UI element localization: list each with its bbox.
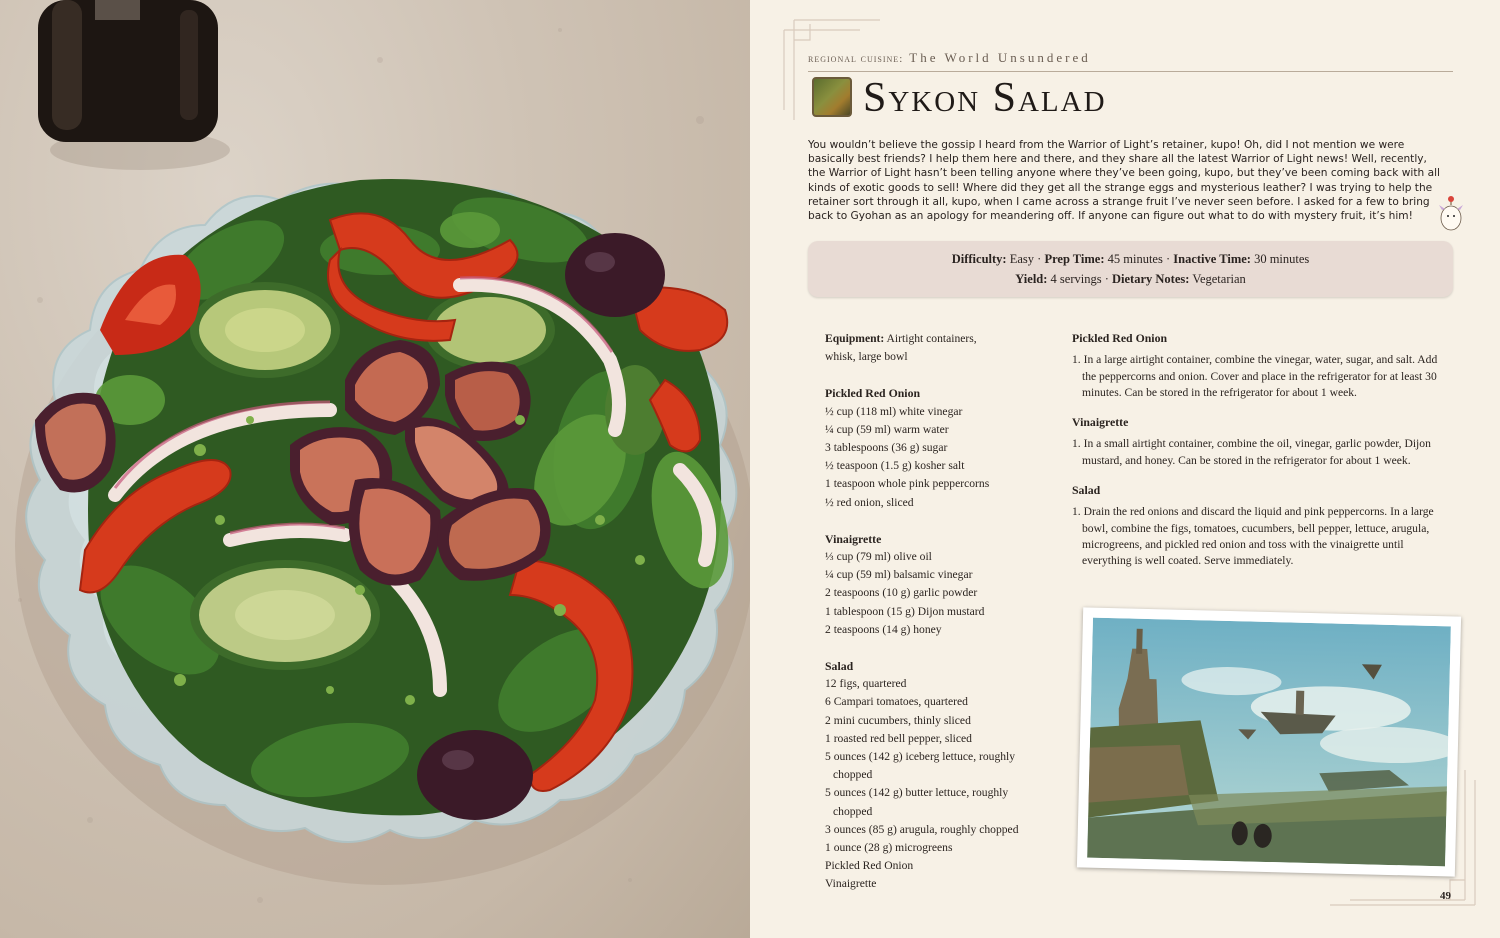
dish-icon <box>812 77 852 117</box>
page-number: 49 <box>1440 890 1451 902</box>
ingredient-item: 2 teaspoons (10 g) garlic powder <box>825 586 978 600</box>
info-yield <box>808 272 1453 287</box>
ingredient-item: Pickled Red Onion <box>825 859 914 873</box>
ingredients-pickled-list <box>825 403 1045 512</box>
ingredient-item: ½ cup (118 ml) white vinegar <box>825 404 963 418</box>
ingredient-item: 12 figs, quartered <box>825 677 907 691</box>
ingredients-salad-list <box>825 675 1045 893</box>
ingredient-item: 1 teaspoon whole pink peppercorns <box>825 477 990 491</box>
ingredient-item: 3 tablespoons (36 g) sugar <box>825 441 948 455</box>
separator: · <box>1037 252 1042 266</box>
ingredients-pickled-title: Pickled Red Onion <box>825 386 921 401</box>
steps-pickled-title: Pickled Red Onion <box>1072 331 1168 345</box>
region-divider <box>808 71 1453 72</box>
ingredient-item: ½ teaspoon (1.5 g) kosher salt <box>825 459 965 473</box>
intro-paragraph: You wouldn’t believe the gossip I heard from the Warrior of Light’s retainer, kupo! Oh, did I not mention we were basically best friends? I help them here and there, and they share all the latest Warrior of Light news! Well, recently, the Warrior of Light hasn’t been telling anyone where they’ve been going, kupo, but they’ve been coming back with all kinds of exotic goods to sell! Where did they get all the strange eggs and mysterious leather? I was trying to help the retainer sort through it all, kupo, when I came across a strange fruit I’ve never seen before. I asked for a few to bring back to Gyohan as an apology for meandering off. If anyone can figure out what to do with mystery fruit, it’s him! <box>808 139 1440 223</box>
ingredient-item: ¼ cup (59 ml) warm water <box>825 422 949 436</box>
moogle-icon <box>1438 196 1464 232</box>
recipe-page <box>750 0 1500 938</box>
ingredients-vinaigrette-list <box>825 548 1045 639</box>
steps-salad-text: 1. Drain the red onions and discard the liquid and pink peppercorns. In a large bowl, combine the figs, tomatoes, cucumbers, bell pepper, lettuce, arugula, microgreens, and pickled red onion and toss with the vinaigrette until everything is well coated. Serve immediately. <box>1072 505 1434 568</box>
dietary-label: Dietary Notes: <box>1112 272 1190 286</box>
ingredients-vinaigrette-title: Vinaigrette <box>825 531 882 546</box>
yield-label: Yield: <box>1015 272 1048 286</box>
recipe-info-box <box>808 241 1453 297</box>
ingredients-column <box>825 330 1045 894</box>
separator: · <box>1104 272 1109 286</box>
region-heading <box>808 50 1091 66</box>
steps-vinaigrette-text: 1. In a small airtight container, combine the oil, vinegar, garlic powder, Dijon mustard, and honey. Can be stored in the refrigerator for about 1 week. <box>1072 437 1431 467</box>
ingredient-item: 3 ounces (85 g) arugula, roughly chopped <box>825 822 1019 836</box>
ingredient-item: 1 roasted red bell pepper, sliced <box>825 731 972 745</box>
ingredient-item: ⅓ cup (79 ml) olive oil <box>825 550 932 564</box>
region-name: The World Unsundered <box>909 50 1091 65</box>
inactive-value: 30 minutes <box>1254 252 1310 266</box>
ingredient-item: 6 Campari tomatoes, quartered <box>825 695 968 709</box>
separator: · <box>1165 252 1171 266</box>
ingredient-item: ¼ cup (59 ml) balsamic vinegar <box>825 568 973 582</box>
ingredient-item: 5 ounces (142 g) iceberg lettuce, roughly chopped <box>825 750 1016 782</box>
equipment <box>825 330 1045 366</box>
ingredient-item: 2 mini cucumbers, thinly sliced <box>825 713 971 727</box>
recipe-title: Sykon Salad <box>863 75 1107 121</box>
info-times <box>808 252 1453 267</box>
ingredient-item: 2 teaspoons (14 g) honey <box>825 622 942 636</box>
yield-value: 4 servings <box>1050 272 1102 286</box>
prep-value: 45 minutes <box>1107 252 1163 266</box>
region-label: regional cuisine: <box>808 53 904 65</box>
equipment-label: Equipment: <box>825 332 885 345</box>
steps-salad-title: Salad <box>1072 483 1101 498</box>
ingredient-item: 1 tablespoon (15 g) Dijon mustard <box>825 604 985 618</box>
dietary-value: Vegetarian <box>1192 272 1246 286</box>
inactive-label: Inactive Time: <box>1173 252 1251 266</box>
equipment-line: whisk, large bowl <box>825 350 908 364</box>
steps-column <box>1072 330 1454 570</box>
difficulty-value: Easy <box>1009 252 1035 266</box>
ingredient-item: 5 ounces (142 g) butter lettuce, roughly chopped <box>825 786 1009 818</box>
ingredient-item: Vinaigrette <box>825 877 877 891</box>
difficulty-label: Difficulty: <box>951 252 1007 266</box>
ingredient-item: ½ red onion, sliced <box>825 495 914 509</box>
steps-pickled-text: 1. In a large airtight container, combine the vinegar, water, sugar, and salt. Add the peppercorns and onion. Cover and place in the refrigerator for at least 30 minutes. Can be stored in the refrigerator for about 1 week. <box>1072 353 1438 399</box>
prep-label: Prep Time: <box>1044 252 1105 266</box>
equipment-line: Airtight containers, <box>886 332 977 345</box>
vinegar-bottle <box>38 0 218 142</box>
ingredient-item: 1 ounce (28 g) microgreens <box>825 841 953 855</box>
ingredients-salad-title: Salad <box>825 659 854 674</box>
steps-vinaigrette-title: Vinaigrette <box>1072 415 1129 430</box>
game-screenshot <box>1077 607 1461 876</box>
